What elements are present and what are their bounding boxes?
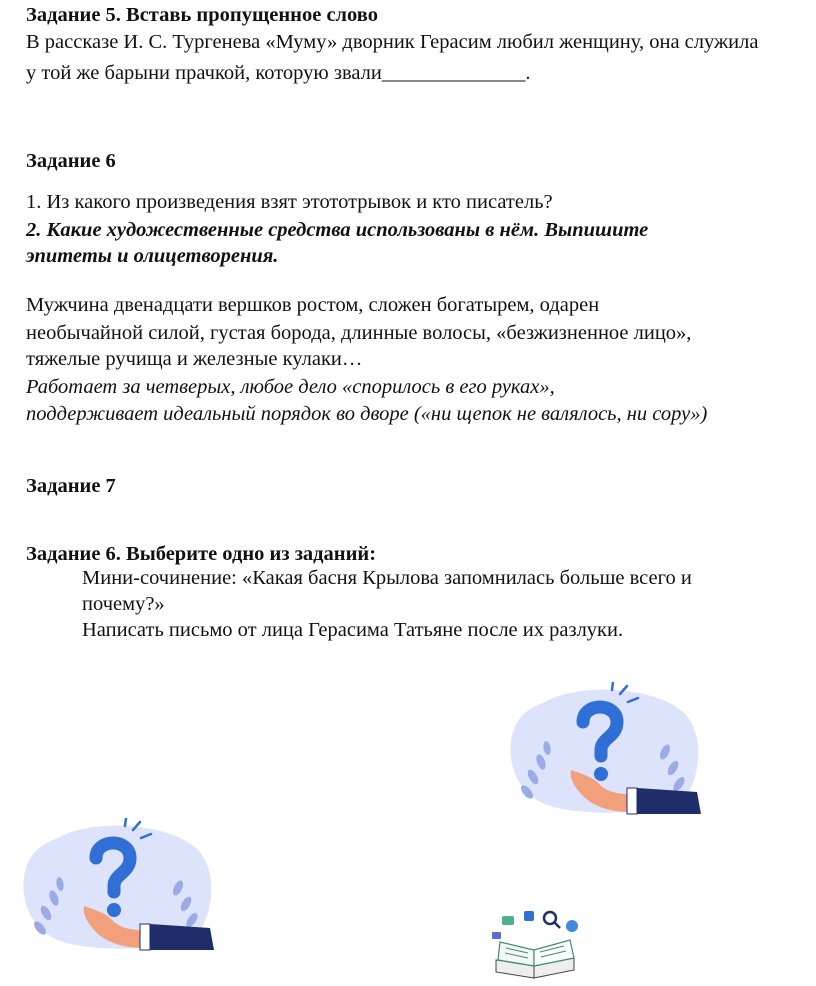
question-hand-illustration — [505, 682, 705, 817]
passage-italic-line1: Работает за четверых, любое дело «спорилось в его руках», — [26, 376, 555, 398]
task5-text-line1: В рассказе И. С. Тургенева «Муму» дворник Герасим любил женщину, она служила — [26, 31, 759, 53]
task6-question2-line1: 2. Какие художественные средства использованы в нём. Выпишите — [26, 219, 649, 241]
task5-heading: Задание 5. Вставь пропущенное слово — [26, 4, 378, 26]
choice-heading: Задание 6. Выберите одно из заданий: — [26, 543, 377, 565]
choice-item1-line2: почему?» — [82, 593, 165, 615]
task6-question2-line2: эпитеты и олицетворения. — [26, 245, 279, 267]
passage-line3: тяжелые ручища и железные кулаки… — [26, 348, 363, 370]
choice-item2-line1: Написать письмо от лица Герасима Татьяне после их разлуки. — [82, 619, 624, 641]
task7-heading: Задание 7 — [26, 475, 116, 497]
passage-line2: необычайной силой, густая борода, длинные волосы, «безжизненное лицо», — [26, 322, 692, 344]
task6-heading: Задание 6 — [26, 150, 116, 172]
book-study-illustration — [488, 908, 584, 984]
question-hand-illustration — [18, 818, 218, 953]
task5-text-line2: у той же барыни прачкой, которую звали______________. — [26, 62, 531, 84]
passage-italic-line2: поддерживает идеальный порядок во дворе («ни щепок не валялось, ни сору») — [26, 403, 708, 425]
choice-item1-line1: Мини-сочинение: «Какая басня Крылова запомнилась больше всего и — [82, 567, 692, 589]
task6-question1: 1. Из какого произведения взят этототрывок и кто писатель? — [26, 191, 553, 213]
passage-line1: Мужчина двенадцати вершков ростом, сложен богатырем, одарен — [26, 294, 600, 316]
